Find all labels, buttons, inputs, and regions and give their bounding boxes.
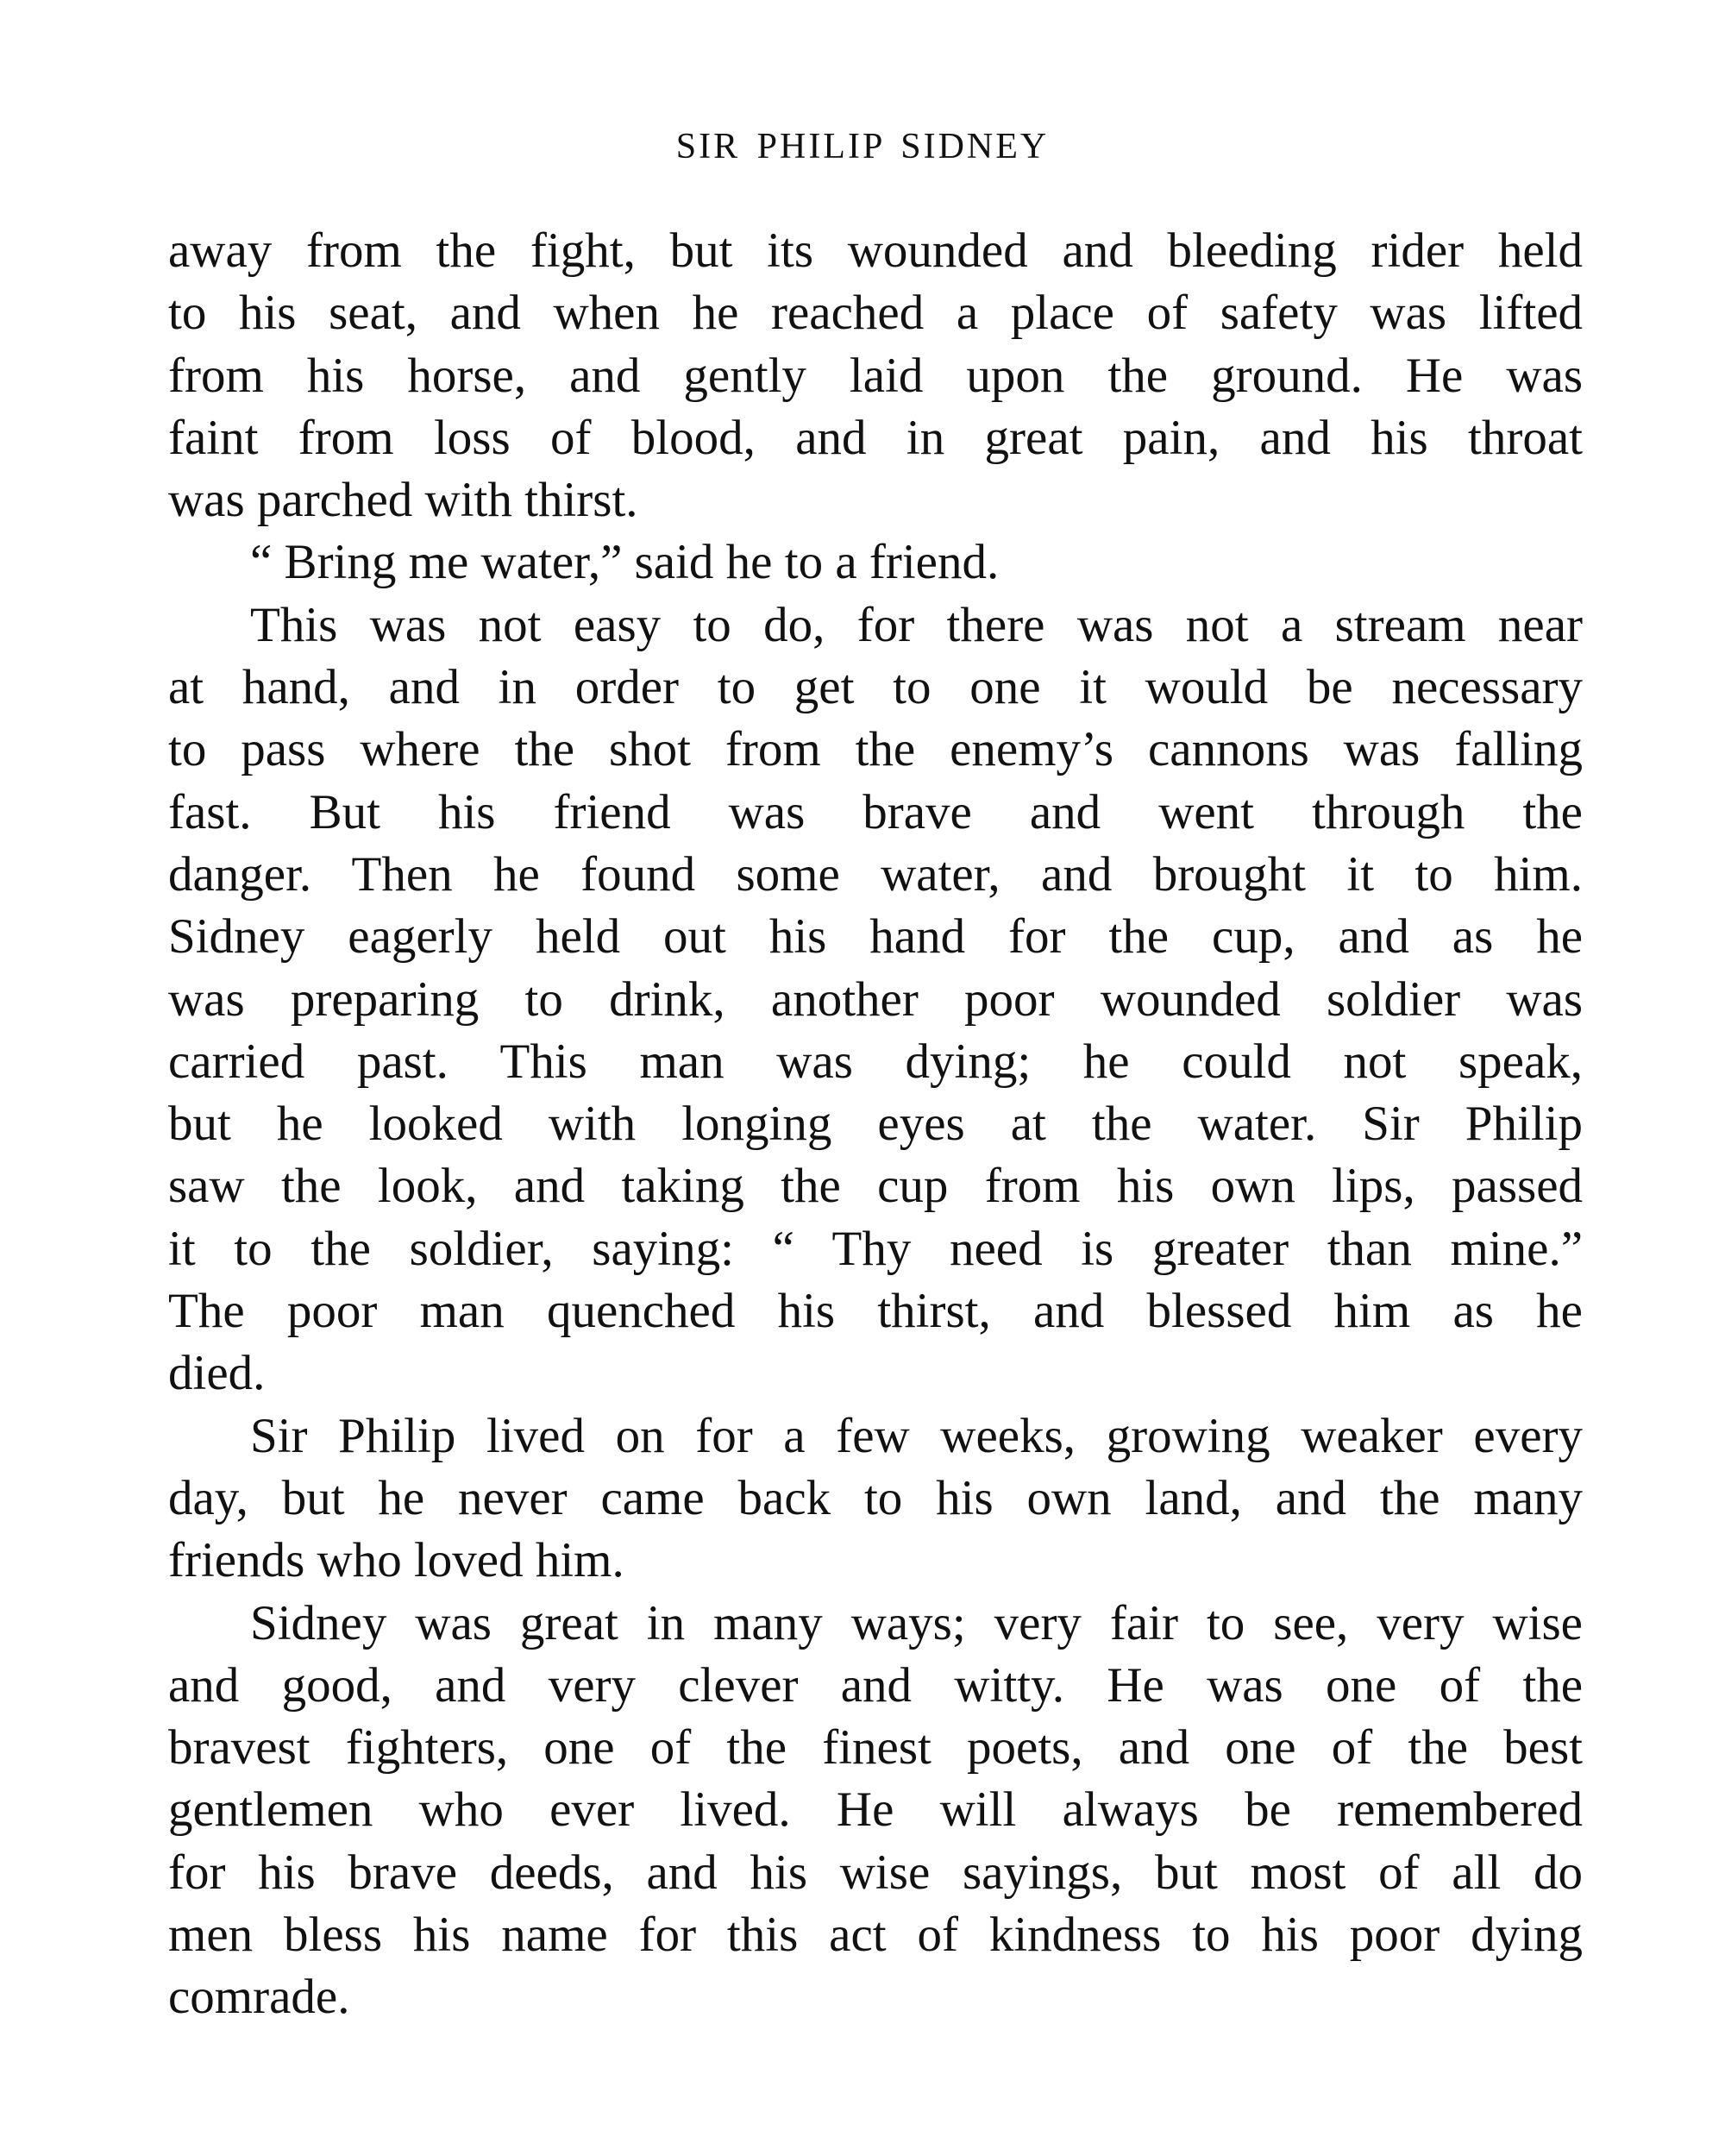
text-line: faint from loss of blood, and in great pain, and his throat: [168, 410, 1583, 465]
text-line: and good, and very clever and witty. He was one of the: [168, 1657, 1583, 1713]
text-line: men bless his name for this act of kindness to his poor dying: [168, 1908, 1583, 1963]
text-line: away from the fight, but its wounded and bleeding rider held: [168, 223, 1583, 278]
text-line: it to the soldier, saying: “ Thy need is greater than mine.”: [168, 1221, 1583, 1276]
text-line: comrade.: [168, 1970, 350, 2025]
text-line: saw the look, and taking the cup from his own lips, passed: [168, 1159, 1583, 1214]
body-text: [168, 220, 1583, 2029]
text-line: but he looked with longing eyes at the water. Sir Philip: [168, 1097, 1583, 1152]
text-line: fast. But his friend was brave and went through the: [168, 784, 1583, 839]
text-line: gentlemen who ever lived. He will always be remembered: [168, 1782, 1583, 1838]
text-line: Sidney eagerly held out his hand for the cup, and as he: [168, 909, 1583, 965]
text-line: to his seat, and when he reached a place of safety was lifted: [168, 286, 1583, 341]
text-line: for his brave deeds, and his wise sayings, but most of all do: [168, 1845, 1583, 1900]
text-line: This was not easy to do, for there was not a stream near: [250, 597, 1583, 652]
text-line: Sidney was great in many ways; very fair to see, very wise: [250, 1595, 1583, 1650]
text-line: Sir Philip lived on for a few weeks, growing weaker every: [250, 1408, 1583, 1463]
text-line: danger. Then he found some water, and brought it to him.: [168, 846, 1583, 902]
text-line: was preparing to drink, another poor wounded soldier was: [168, 971, 1583, 1027]
text-line: The poor man quenched his thirst, and blessed him as he: [168, 1284, 1583, 1339]
text-line: to pass where the shot from the enemy’s cannons was falling: [168, 722, 1583, 777]
running-title: SIR PHILIP SIDNEY: [675, 127, 1050, 167]
text-line: “ Bring me water,” said he to a friend.: [250, 535, 1000, 590]
text-line: was parched with thirst.: [168, 473, 638, 528]
text-line: at hand, and in order to get to one it would be necessary: [168, 660, 1583, 715]
text-line: day, but he never came back to his own land, and the many: [168, 1470, 1583, 1525]
text-line: bravest fighters, one of the finest poets, and one of the best: [168, 1720, 1583, 1776]
text-line: friends who loved him.: [168, 1533, 624, 1588]
text-line: from his horse, and gently laid upon the ground. He was: [168, 348, 1583, 403]
text-line: died.: [168, 1346, 266, 1401]
text-line: carried past. This man was dying; he could not speak,: [168, 1034, 1583, 1089]
